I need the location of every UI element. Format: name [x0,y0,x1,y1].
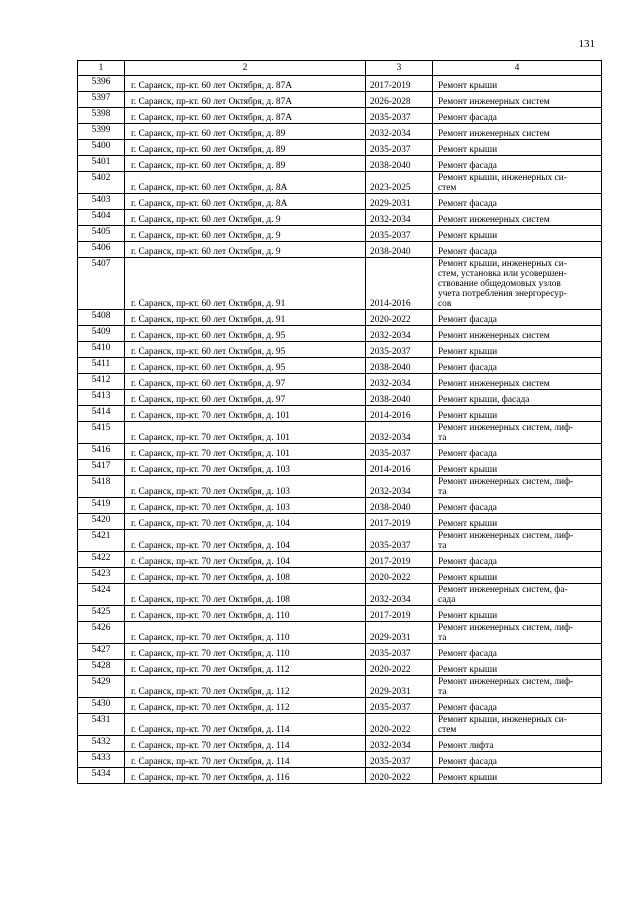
address-cell: г. Саранск, пр-кт. 70 лет Октября, д. 110 [125,622,366,644]
row-number: 5413 [78,390,125,406]
row-number: 5426 [78,622,125,644]
table-row [78,584,602,606]
period-cell: 2038-2040 [366,358,433,374]
row-number: 5406 [78,242,125,258]
address-cell: г. Саранск, пр-кт. 70 лет Октября, д. 108 [125,568,366,584]
row-number: 5399 [78,124,125,140]
table-row [78,124,602,140]
period-cell: 2032-2034 [366,210,433,226]
row-number: 5417 [78,460,125,476]
table-row [78,644,602,660]
table-row [78,406,602,422]
period-cell: 2014-2016 [366,406,433,422]
table-row [78,92,602,108]
row-number: 5421 [78,530,125,552]
row-number: 5414 [78,406,125,422]
period-cell: 2020-2022 [366,660,433,676]
work-type-cell: Ремонт крыши, фасада [433,390,602,406]
address-cell: г. Саранск, пр-кт. 70 лет Октября, д. 114 [125,752,366,768]
period-cell: 2035-2037 [366,444,433,460]
table-row [78,552,602,568]
work-type-cell: Ремонт крыши [433,606,602,622]
period-cell: 2032-2034 [366,374,433,390]
address-cell: г. Саранск, пр-кт. 70 лет Октября, д. 108 [125,584,366,606]
header-col-4: 4 [433,61,602,76]
row-number: 5429 [78,676,125,698]
work-type-cell: Ремонт фасада [433,242,602,258]
table-row [78,460,602,476]
address-cell: г. Саранск, пр-кт. 60 лет Октября, д. 89 [125,140,366,156]
address-cell: г. Саранск, пр-кт. 60 лет Октября, д. 95 [125,358,366,374]
period-cell: 2020-2022 [366,714,433,736]
address-cell: г. Саранск, пр-кт. 60 лет Октября, д. 89 [125,156,366,172]
header-col-3: 3 [366,61,433,76]
address-cell: г. Саранск, пр-кт. 70 лет Октября, д. 101 [125,422,366,444]
table-row [78,622,602,644]
table-row [78,156,602,172]
work-type-cell: Ремонт крыши, инженерных си- стем [433,714,602,736]
table-row [78,768,602,784]
header-col-1: 1 [78,61,125,76]
table-row [78,676,602,698]
work-type-cell: Ремонт лифта [433,736,602,752]
table-row [78,210,602,226]
address-cell: г. Саранск, пр-кт. 60 лет Октября, д. 87А [125,92,366,108]
address-cell: г. Саранск, пр-кт. 60 лет Октября, д. 87А [125,108,366,124]
row-number: 5402 [78,172,125,194]
address-cell: г. Саранск, пр-кт. 60 лет Октября, д. 8А [125,172,366,194]
table-row [78,752,602,768]
period-cell: 2035-2037 [366,342,433,358]
period-cell: 2038-2040 [366,498,433,514]
address-cell: г. Саранск, пр-кт. 60 лет Октября, д. 89 [125,124,366,140]
address-cell: г. Саранск, пр-кт. 70 лет Октября, д. 116 [125,768,366,784]
work-type-cell: Ремонт инженерных систем [433,210,602,226]
work-type-cell: Ремонт фасада [433,552,602,568]
address-cell: г. Саранск, пр-кт. 60 лет Октября, д. 9 [125,242,366,258]
address-cell: г. Саранск, пр-кт. 60 лет Октября, д. 9 [125,226,366,242]
table-row [78,606,602,622]
work-type-cell: Ремонт крыши [433,140,602,156]
work-type-cell: Ремонт крыши, инженерных си- стем, установка или усовершен- ствование общедомовых узлов учета потребления энергоресур- сов [433,258,602,310]
table-row [78,342,602,358]
row-number: 5434 [78,768,125,784]
table-row [78,714,602,736]
period-cell: 2035-2037 [366,698,433,714]
period-cell: 2029-2031 [366,194,433,210]
address-cell: г. Саранск, пр-кт. 70 лет Октября, д. 104 [125,530,366,552]
work-type-cell: Ремонт инженерных систем [433,92,602,108]
header-row [78,61,602,76]
table-row [78,310,602,326]
row-number: 5403 [78,194,125,210]
period-cell: 2032-2034 [366,476,433,498]
work-type-cell: Ремонт крыши [433,660,602,676]
row-number: 5405 [78,226,125,242]
repair-schedule-table [77,60,602,784]
work-type-cell: Ремонт крыши [433,226,602,242]
address-cell: г. Саранск, пр-кт. 60 лет Октября, д. 9 [125,210,366,226]
row-number: 5427 [78,644,125,660]
period-cell: 2032-2034 [366,326,433,342]
table-row [78,140,602,156]
work-type-cell: Ремонт крыши [433,514,602,530]
row-number: 5396 [78,76,125,92]
address-cell: г. Саранск, пр-кт. 70 лет Октября, д. 103 [125,460,366,476]
row-number: 5416 [78,444,125,460]
period-cell: 2014-2016 [366,258,433,310]
work-type-cell: Ремонт фасада [433,498,602,514]
period-cell: 2032-2034 [366,736,433,752]
table-row [78,660,602,676]
work-type-cell: Ремонт инженерных систем, лиф- та [433,476,602,498]
row-number: 5412 [78,374,125,390]
row-number: 5431 [78,714,125,736]
table-row [78,698,602,714]
address-cell: г. Саранск, пр-кт. 70 лет Октября, д. 110 [125,606,366,622]
table-row [78,422,602,444]
row-number: 5428 [78,660,125,676]
table-row [78,258,602,310]
work-type-cell: Ремонт инженерных систем, лиф- та [433,622,602,644]
table-row [78,444,602,460]
period-cell: 2032-2034 [366,422,433,444]
period-cell: 2035-2037 [366,644,433,660]
address-cell: г. Саранск, пр-кт. 70 лет Октября, д. 101 [125,444,366,460]
row-number: 5422 [78,552,125,568]
work-type-cell: Ремонт фасада [433,644,602,660]
work-type-cell: Ремонт инженерных систем, лиф- та [433,530,602,552]
address-cell: г. Саранск, пр-кт. 60 лет Октября, д. 95 [125,326,366,342]
table-row [78,568,602,584]
work-type-cell: Ремонт инженерных систем [433,124,602,140]
period-cell: 2038-2040 [366,390,433,406]
table-row [78,736,602,752]
work-type-cell: Ремонт крыши, инженерных си- стем [433,172,602,194]
row-number: 5410 [78,342,125,358]
period-cell: 2035-2037 [366,530,433,552]
table-row [78,358,602,374]
table-body [78,76,602,784]
work-type-cell: Ремонт фасада [433,108,602,124]
table-row [78,76,602,92]
table-row [78,530,602,552]
address-cell: г. Саранск, пр-кт. 70 лет Октября, д. 104 [125,514,366,530]
table-row [78,498,602,514]
period-cell: 2035-2037 [366,108,433,124]
address-cell: г. Саранск, пр-кт. 70 лет Октября, д. 104 [125,552,366,568]
period-cell: 2029-2031 [366,676,433,698]
header-col-2: 2 [125,61,366,76]
table-row [78,226,602,242]
address-cell: г. Саранск, пр-кт. 70 лет Октября, д. 101 [125,406,366,422]
work-type-cell: Ремонт инженерных систем [433,326,602,342]
row-number: 5419 [78,498,125,514]
work-type-cell: Ремонт инженерных систем, лиф- та [433,422,602,444]
row-number: 5409 [78,326,125,342]
period-cell: 2038-2040 [366,156,433,172]
period-cell: 2017-2019 [366,514,433,530]
address-cell: г. Саранск, пр-кт. 60 лет Октября, д. 95 [125,342,366,358]
period-cell: 2035-2037 [366,226,433,242]
row-number: 5415 [78,422,125,444]
work-type-cell: Ремонт инженерных систем, лиф- та [433,676,602,698]
address-cell: г. Саранск, пр-кт. 60 лет Октября, д. 87А [125,76,366,92]
row-number: 5433 [78,752,125,768]
address-cell: г. Саранск, пр-кт. 70 лет Октября, д. 103 [125,498,366,514]
table-row [78,514,602,530]
table-row [78,108,602,124]
period-cell: 2035-2037 [366,752,433,768]
table-row [78,326,602,342]
period-cell: 2020-2022 [366,568,433,584]
address-cell: г. Саранск, пр-кт. 70 лет Октября, д. 114 [125,714,366,736]
row-number: 5420 [78,514,125,530]
work-type-cell: Ремонт инженерных систем [433,374,602,390]
table-header [78,61,602,76]
table-row [78,172,602,194]
period-cell: 2035-2037 [366,140,433,156]
row-number: 5408 [78,310,125,326]
work-type-cell: Ремонт крыши [433,768,602,784]
period-cell: 2023-2025 [366,172,433,194]
table-row [78,476,602,498]
address-cell: г. Саранск, пр-кт. 70 лет Октября, д. 114 [125,736,366,752]
period-cell: 2014-2016 [366,460,433,476]
work-type-cell: Ремонт фасада [433,310,602,326]
address-cell: г. Саранск, пр-кт. 60 лет Октября, д. 97 [125,390,366,406]
work-type-cell: Ремонт фасада [433,358,602,374]
address-cell: г. Саранск, пр-кт. 70 лет Октября, д. 112 [125,676,366,698]
address-cell: г. Саранск, пр-кт. 60 лет Октября, д. 91 [125,258,366,310]
period-cell: 2026-2028 [366,92,433,108]
period-cell: 2038-2040 [366,242,433,258]
row-number: 5397 [78,92,125,108]
row-number: 5401 [78,156,125,172]
row-number: 5400 [78,140,125,156]
row-number: 5404 [78,210,125,226]
work-type-cell: Ремонт фасада [433,194,602,210]
address-cell: г. Саранск, пр-кт. 60 лет Октября, д. 97 [125,374,366,390]
table-row [78,194,602,210]
work-type-cell: Ремонт крыши [433,460,602,476]
period-cell: 2032-2034 [366,584,433,606]
period-cell: 2032-2034 [366,124,433,140]
row-number: 5424 [78,584,125,606]
row-number: 5418 [78,476,125,498]
address-cell: г. Саранск, пр-кт. 70 лет Октября, д. 112 [125,660,366,676]
table-row [78,374,602,390]
work-type-cell: Ремонт фасада [433,752,602,768]
row-number: 5432 [78,736,125,752]
row-number: 5425 [78,606,125,622]
work-type-cell: Ремонт крыши [433,76,602,92]
work-type-cell: Ремонт крыши [433,406,602,422]
table-row [78,390,602,406]
row-number: 5430 [78,698,125,714]
address-cell: г. Саранск, пр-кт. 70 лет Октября, д. 112 [125,698,366,714]
address-cell: г. Саранск, пр-кт. 70 лет Октября, д. 103 [125,476,366,498]
work-type-cell: Ремонт фасада [433,444,602,460]
period-cell: 2017-2019 [366,606,433,622]
period-cell: 2020-2022 [366,310,433,326]
work-type-cell: Ремонт фасада [433,698,602,714]
page-number: 131 [578,38,595,50]
period-cell: 2017-2019 [366,76,433,92]
row-number: 5423 [78,568,125,584]
address-cell: г. Саранск, пр-кт. 60 лет Октября, д. 8А [125,194,366,210]
work-type-cell: Ремонт крыши [433,568,602,584]
row-number: 5398 [78,108,125,124]
address-cell: г. Саранск, пр-кт. 60 лет Октября, д. 91 [125,310,366,326]
work-type-cell: Ремонт фасада [433,156,602,172]
address-cell: г. Саранск, пр-кт. 70 лет Октября, д. 110 [125,644,366,660]
row-number: 5407 [78,258,125,310]
work-type-cell: Ремонт инженерных систем, фа- сада [433,584,602,606]
row-number: 5411 [78,358,125,374]
table-row [78,242,602,258]
period-cell: 2017-2019 [366,552,433,568]
period-cell: 2029-2031 [366,622,433,644]
period-cell: 2020-2022 [366,768,433,784]
work-type-cell: Ремонт крыши [433,342,602,358]
